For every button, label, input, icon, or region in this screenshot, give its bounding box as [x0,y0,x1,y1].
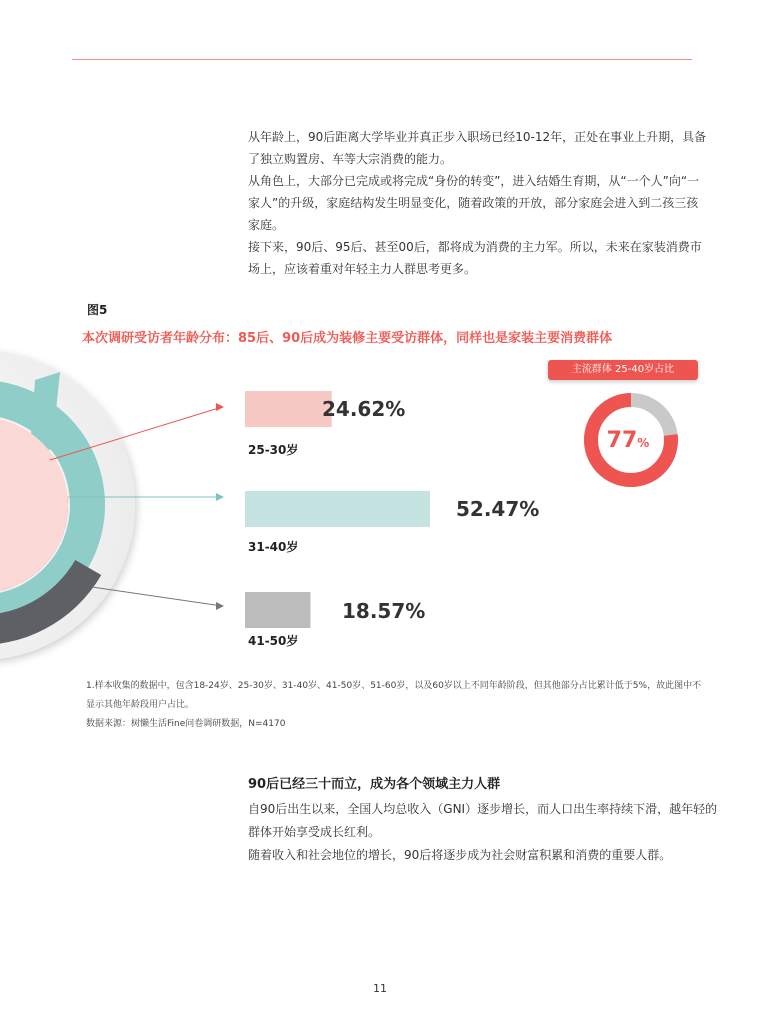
top-divider [72,59,692,60]
donut-percentage [578,428,678,453]
bar-value-label: 24.62% [322,397,406,421]
section-body [248,798,718,867]
note-sample: 1.样本收集的数据中，包含18-24岁、25-30岁、31-40岁、41-50岁、51-60岁，以及60岁以上不同年龄阶段，但其他部分占比累计低于5%，故此图中不显示其他年龄段用户占比。 [86,681,702,710]
bar-category-label: 31-40岁 [248,540,299,554]
paragraph: 自90后出生以来，全国人均总收入（GNI）逐步增长，而人口出生率持续下滑，越年轻的群体开始享受成长红利。 [248,802,718,839]
bar-category-label: 41-50岁 [248,634,299,648]
figure-title: 本次调研受访者年龄分布：85后、90后成为装修主要受访群体，同样也是家装主要消费群体 [82,331,613,346]
bar-category-label: 25-30岁 [248,443,299,457]
bar-value-label: 52.47% [456,497,540,521]
bar-25-30 [245,391,332,427]
paragraph: 从角色上，大部分已完成或将完成“身份的转变”，进入结婚生育期，从“一个人”向“一家人”的升级，家庭结构发生明显变化，随着政策的开放，部分家庭会进入到二孩三孩家庭。 [248,174,700,232]
page-number: 11 [373,982,387,995]
note-source: 数据来源：树懒生活Fine问卷调研数据，N=4170 [86,719,286,729]
bar-value-label: 18.57% [342,599,426,623]
bar-41-50 [245,592,311,628]
donut-unit: % [637,436,650,450]
ring-decoration [0,350,135,660]
intro-paragraphs [248,126,708,280]
figure-label: 图5 [87,303,108,317]
paragraph: 接下来，90后、95后、甚至00后，都将成为消费的主力军。所以，未来在家装消费市场上，应该着重对年轻主力人群思考更多。 [248,240,702,276]
bar-31-40 [245,491,430,527]
paragraph: 随着收入和社会地位的增长，90后将逐步成为社会财富积累和消费的重要人群。 [248,848,672,862]
section-heading: 90后已经三十而立，成为各个领域主力人群 [248,777,501,792]
figure-notes [86,677,706,734]
donut-value: 77 [606,428,638,453]
mainstream-group-badge: 主流群体 25-40岁占比 [548,360,698,380]
paragraph: 从年龄上，90后距离大学毕业并真正步入职场已经10-12年，正处在事业上升期，具备了独立购置房、车等大宗消费的能力。 [248,130,707,166]
